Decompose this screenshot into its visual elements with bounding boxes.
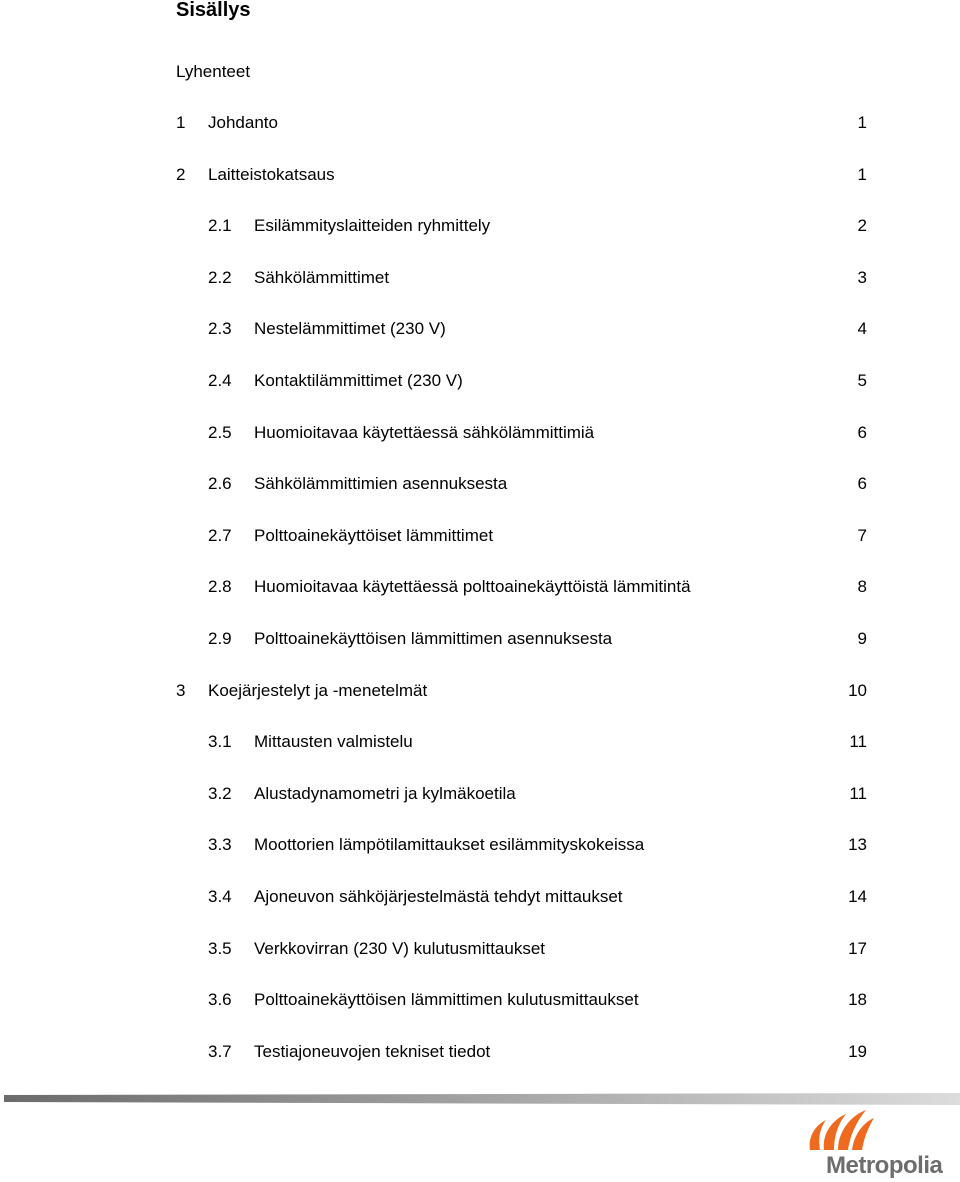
toc-abbreviations-entry[interactable]: Lyhenteet	[176, 62, 251, 81]
toc-entry-number: 2.5	[208, 422, 232, 442]
toc-entry[interactable]	[0, 628, 960, 650]
toc-entry[interactable]	[0, 938, 960, 960]
toc-entry[interactable]	[0, 731, 960, 753]
toc-entry-number: 3	[176, 680, 186, 700]
toc-entry-number: 2.9	[208, 629, 232, 648]
toc-entry[interactable]	[0, 989, 960, 1011]
toc-entry-page-number: 6	[857, 422, 867, 442]
toc-entry-page-number: 5	[857, 371, 867, 390]
toc-entry-number: 3.6	[208, 990, 232, 1010]
toc-entry-title: Polttoainekäyttöisen lämmittimen asennuksesta	[254, 629, 613, 648]
toc-entry[interactable]	[0, 215, 960, 237]
toc-entry-title: Kontaktilämmittimet (230 V)	[254, 371, 463, 390]
toc-entry-page-number: 7	[857, 525, 867, 545]
toc-entry[interactable]	[0, 164, 960, 186]
toc-entry-number: 2.3	[208, 319, 232, 339]
toc-entry[interactable]	[0, 680, 960, 702]
toc-entry-title: Esilämmityslaitteiden ryhmittely	[254, 216, 491, 236]
toc-entry-number: 1	[176, 113, 186, 132]
toc-entry-title: Polttoainekäyttöiset lämmittimet	[254, 525, 494, 545]
toc-entry-page-number: 19	[848, 1041, 867, 1061]
toc-entry-title: Huomioitavaa käytettäessä sähkölämmittimiä	[254, 422, 595, 442]
toc-entry[interactable]	[0, 886, 960, 908]
toc-entry-title: Huomioitavaa käytettäessä polttoainekäyttöistä lämmitintä	[254, 577, 691, 597]
toc-entry-number: 2	[176, 164, 186, 184]
toc-entry-number: 3.2	[208, 783, 232, 803]
toc-entry-page-number: 18	[848, 990, 867, 1010]
toc-entry-page-number: 4	[857, 319, 867, 339]
toc-entry[interactable]	[0, 473, 960, 495]
toc-entry-page-number: 17	[848, 938, 867, 958]
toc-entry-page-number: 14	[848, 887, 867, 906]
toc-entry-number: 2.6	[208, 474, 232, 494]
toc-entry-page-number: 6	[857, 474, 867, 494]
toc-entry-page-number: 11	[849, 732, 867, 752]
toc-entry-title: Sähkölämmittimet	[254, 267, 390, 287]
toc-entry[interactable]	[0, 525, 960, 547]
toc-entry[interactable]	[0, 422, 960, 444]
toc-entry-number: 3.1	[208, 732, 232, 752]
toc-entry[interactable]	[0, 576, 960, 598]
toc-entry-page-number: 2	[857, 216, 867, 236]
toc-entry[interactable]	[0, 370, 960, 392]
toc-entry-title: Alustadynamometri ja kylmäkoetila	[254, 783, 516, 803]
toc-entry[interactable]	[0, 783, 960, 805]
toc-entry[interactable]	[0, 112, 960, 134]
toc-entry-page-number: 10	[848, 680, 867, 700]
toc-entry-page-number: 1	[857, 164, 867, 184]
toc-entry-title: Koejärjestelyt ja -menetelmät	[208, 680, 428, 700]
metropolia-logo-text: Metropolia	[826, 1152, 943, 1179]
footer-gradient-bar	[4, 1093, 960, 1105]
toc-entry-title: Ajoneuvon sähköjärjestelmästä tehdyt mittaukset	[254, 887, 623, 906]
toc-entry-title: Polttoainekäyttöisen lämmittimen kulutusmittaukset	[254, 990, 639, 1010]
toc-entry-number: 2.8	[208, 577, 232, 597]
toc-entry[interactable]	[0, 318, 960, 340]
toc-entry-number: 3.4	[208, 887, 232, 906]
toc-entry[interactable]	[0, 1041, 960, 1063]
toc-entry-page-number: 11	[849, 783, 867, 803]
toc-entry-number: 2.7	[208, 525, 232, 545]
toc-entry-number: 3.7	[208, 1041, 232, 1061]
toc-entry[interactable]	[0, 267, 960, 289]
toc-entry-title: Verkkovirran (230 V) kulutusmittaukset	[254, 938, 546, 958]
toc-entry-page-number: 1	[857, 113, 867, 132]
toc-entry-number: 2.1	[208, 216, 232, 236]
toc-entry-page-number: 8	[857, 577, 867, 597]
toc-entry-title: Mittausten valmistelu	[254, 732, 413, 752]
toc-entry-page-number: 3	[857, 267, 867, 287]
toc-entry-title: Nestelämmittimet (230 V)	[254, 319, 446, 339]
toc-entry-title: Johdanto	[208, 113, 278, 132]
toc-entry-title: Laitteistokatsaus	[208, 164, 335, 184]
toc-entry-number: 3.3	[208, 835, 232, 855]
toc-entry-title: Moottorien lämpötilamittaukset esilämmityskokeissa	[254, 835, 645, 855]
toc-entry-page-number: 9	[857, 629, 867, 648]
toc-entry-number: 2.4	[208, 371, 232, 390]
toc-entry-number: 3.5	[208, 938, 232, 958]
toc-entry-title: Sähkölämmittimien asennuksesta	[254, 474, 508, 494]
toc-entry-page-number: 13	[848, 835, 867, 855]
toc-entry-title: Testiajoneuvojen tekniset tiedot	[254, 1041, 491, 1061]
page-title: Sisällys	[176, 0, 251, 21]
toc-entry[interactable]	[0, 834, 960, 856]
toc-entry-number: 2.2	[208, 267, 232, 287]
